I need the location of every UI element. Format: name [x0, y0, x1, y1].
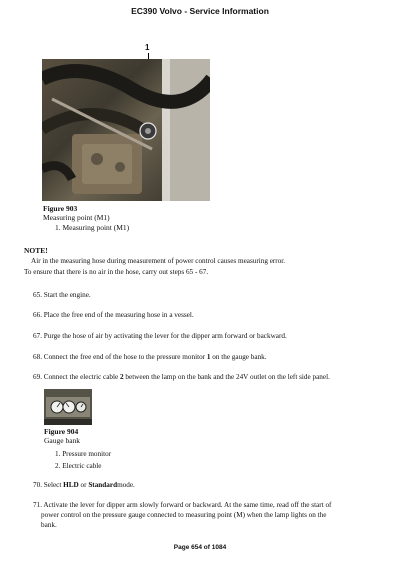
step-65: 65. Start the engine. [33, 291, 91, 299]
figure-903-title: Figure 903 [43, 204, 78, 213]
document-header: EC390 Volvo - Service Information [131, 6, 269, 16]
step-71-line-1: 71. Activate the lever for dipper arm slowly forward or backward. At the same time, read off the start of [33, 501, 332, 509]
step-69: 69. Connect the electric cable 2 between the lamp on the bank and the 24V outlet on the left side panel. [33, 373, 330, 381]
figure-904-item-1: 1. Pressure monitor [55, 450, 112, 458]
note-line-1: Air in the measuring hose during measurement of power control causes measuring error. [31, 257, 286, 265]
measuring-point-photo [42, 59, 210, 201]
gauge-bank-illustration [44, 389, 92, 425]
step-68: 68. Connect the free end of the hose to the pressure monitor 1 on the gauge bank. [33, 353, 267, 361]
step-67: 67. Purge the hose of air by activating the lever for the dipper arm forward or backward. [33, 332, 287, 340]
figure-903-caption: Measuring point (M1) [43, 213, 110, 222]
figure-904-caption: Gauge bank [44, 436, 81, 445]
figure-904-item-2: 2. Electric cable [55, 462, 102, 470]
step-70: 70. Select HLD or Standardmode. [33, 481, 135, 489]
figure-callout-number: 1 [145, 43, 150, 52]
note-line-2: To ensure that there is no air in the hose, carry out steps 65 - 67. [24, 268, 209, 276]
engine-photo-illustration [42, 59, 210, 201]
figure-903-item: 1. Measuring point (M1) [55, 223, 130, 232]
gauge-bank-photo [44, 389, 92, 425]
figure-904-title: Figure 904 [44, 427, 79, 436]
step-71-line-3: bank. [41, 521, 57, 529]
page-number-footer: Page 654 of 1084 [173, 544, 227, 551]
step-66: 66. Place the free end of the measuring hose in a vessel. [33, 311, 194, 319]
note-heading: NOTE! [24, 246, 48, 255]
step-71-line-2: power control on the pressure gauge connected to measuring point (M) when the lamp lights on the [41, 511, 327, 519]
step-71 [33, 500, 378, 530]
